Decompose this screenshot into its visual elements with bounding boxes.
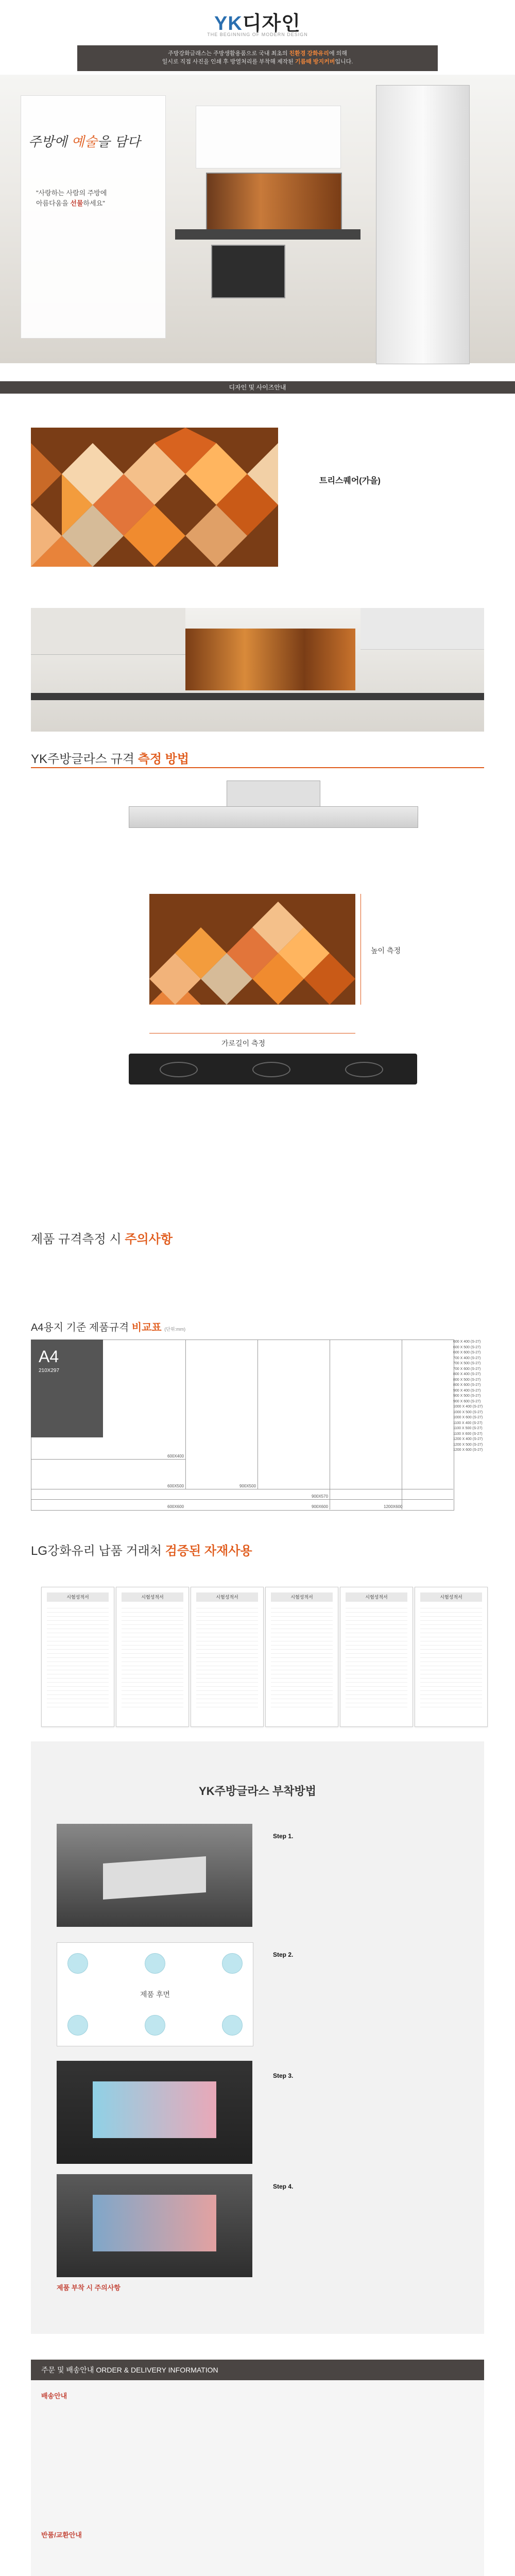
certificates-section [0, 1540, 515, 1747]
step-1-text: Step 1. [273, 1833, 294, 1840]
design-size-bar: 디자인 및 사이즈안내 [0, 381, 515, 394]
pattern-title: 트리스퀘어(가을) [319, 477, 381, 485]
width-measure-label: 가로길이 측정 [221, 1039, 266, 1047]
adhesive-dot [145, 1953, 165, 1974]
cabinet [31, 608, 185, 655]
range-hood [360, 608, 484, 650]
adhesive-dot [222, 2015, 243, 2036]
size-list-item: 800 X 500 (S-27) [453, 1378, 481, 1382]
step-4-text: Step 4. [273, 2183, 294, 2190]
adhesive-dot [67, 1953, 88, 1974]
install-title: YK주방글라스 부착방법 [199, 1785, 316, 1798]
size-list-item: 600 X 400 (S-27) [453, 1340, 481, 1344]
adhesive-dot [145, 2015, 165, 2036]
size-list-item: 700 X 400 (S-27) [453, 1356, 481, 1360]
page-header [0, 0, 515, 72]
compare-label: 900X600 [312, 1504, 329, 1509]
intro-line-1: 주방강화글래스는 주방생활용품으로 국내 최초의 친환경 강화유리에 의해 [168, 50, 347, 57]
compare-label: 600X600 [167, 1504, 184, 1509]
logo-word: 디자인 [242, 13, 301, 35]
refrigerator [376, 85, 470, 364]
certificate-document[interactable]: 시험성적서 [116, 1587, 189, 1727]
size-list-item: 1000 X 500 (S-27) [453, 1410, 483, 1414]
countertop [31, 693, 484, 700]
height-measure-line [360, 894, 361, 1005]
size-list-item: 1000 X 600 (S-27) [453, 1416, 483, 1419]
size-list-item: 1100 X 600 (S-27) [453, 1432, 483, 1436]
hood-duct [227, 781, 320, 807]
size-list-item: 900 X 400 (S-27) [453, 1388, 481, 1393]
back-label: 제품 후면 [140, 1990, 170, 1998]
size-list-item: 800 X 600 (S-27) [453, 1383, 481, 1387]
caution-title: 제품 규격측정 시 주의사항 [31, 1232, 173, 1246]
size-list-item: 1200 X 400 (S-27) [453, 1437, 483, 1441]
compare-label: 600X400 [167, 1454, 184, 1459]
size-list-item: 1200 X 500 (S-27) [453, 1443, 483, 1447]
logo-subtitle: THE BEGINNING OF MODERN DESIGN [207, 32, 308, 37]
certificate-document[interactable]: 시험성적서 [41, 1587, 114, 1727]
compare-title: A4용지 기준 제품규격 비교표 (단위:mm) [31, 1322, 186, 1333]
a4-reference: A4 210X297 [31, 1340, 103, 1437]
measure-title: YK주방글라스 규격 측정 방법 [31, 752, 190, 766]
compare-label: 900X500 [239, 1484, 256, 1488]
certificate-document[interactable]: 시험성적서 [415, 1587, 488, 1727]
certificate-document[interactable]: 시험성적서 [340, 1587, 413, 1727]
step-2-back-diagram [57, 1942, 253, 2046]
install-note-title: 제품 부착 시 주의사항 [57, 2284, 121, 2292]
pattern-artwork [31, 428, 278, 567]
size-list-item: 1200 X 600 (S-27) [453, 1448, 483, 1452]
countertop [175, 229, 360, 240]
install-section [0, 1741, 515, 2334]
cooktop-diagram [129, 1054, 417, 1084]
step-1-photo [57, 1824, 252, 1927]
size-list-item: 700 X 600 (S-27) [453, 1367, 481, 1371]
size-list-item: 700 X 500 (S-27) [453, 1362, 481, 1365]
glass-backsplash [206, 173, 342, 231]
installed-glass-panel [185, 629, 355, 690]
intro-line-2: 일시로 직접 사진을 인쇄 후 방열처리를 부착해 제작된 기름때 방지커버입니다. [162, 59, 353, 65]
hero-section [0, 75, 515, 363]
certificate-document[interactable]: 시험성적서 [265, 1587, 338, 1727]
step-3-photo [57, 2061, 252, 2164]
step-2-text: Step 2. [273, 1951, 294, 1958]
adhesive-dot [67, 2015, 88, 2036]
size-list [453, 1340, 500, 1453]
compare-label: 1200X600 [384, 1504, 403, 1509]
size-list-item: 900 X 500 (S-27) [453, 1394, 481, 1398]
built-in-oven [211, 245, 285, 298]
return-title: 반품/교환안내 [41, 2531, 82, 2539]
height-measure-label: 높이 측정 [371, 946, 401, 955]
applied-kitchen-photo [0, 608, 515, 732]
design-section [0, 407, 515, 623]
upper-cabinet [196, 106, 341, 168]
hero-quote: "사랑하는 사람의 주방에 아름다움을 선물하세요" [36, 189, 107, 207]
step-4-photo [57, 2174, 252, 2277]
size-list-item: 600 X 500 (S-27) [453, 1345, 481, 1349]
intro-banner [77, 45, 438, 71]
hero-slogan: 주방에 예술을 담다 [28, 134, 141, 150]
range-hood-diagram [129, 806, 418, 828]
order-bar: 주문 및 배송안내 ORDER & DELIVERY INFORMATION [31, 2360, 484, 2380]
size-list-item: 600 X 600 (S-27) [453, 1351, 481, 1354]
certs-title: LG강화유리 납품 거래처 검증된 자재사용 [31, 1544, 252, 1558]
size-list-item: 1000 X 400 (S-27) [453, 1405, 483, 1409]
order-delivery-section [0, 2360, 515, 2576]
size-list-item: 1100 X 400 (S-27) [453, 1421, 483, 1425]
logo-brand: YK [214, 13, 243, 35]
delivery-title: 배송안내 [41, 2392, 67, 2400]
size-list-item: 900 X 600 (S-27) [453, 1399, 481, 1403]
size-list-item: 1100 X 500 (S-27) [453, 1427, 483, 1430]
compare-label: 600X500 [167, 1484, 184, 1488]
certificate-document[interactable]: 시험성적서 [191, 1587, 264, 1727]
brand-logo [0, 7, 515, 36]
glass-panel-diagram [149, 894, 355, 1005]
size-list-item: 800 X 400 (S-27) [453, 1372, 481, 1376]
size-compare-section [0, 1319, 515, 1535]
step-3-text: Step 3. [273, 2072, 294, 2079]
compare-label: 900X570 [312, 1494, 329, 1499]
measure-section [0, 744, 515, 1224]
caution-section [0, 1229, 515, 1316]
adhesive-dot [222, 1953, 243, 1974]
